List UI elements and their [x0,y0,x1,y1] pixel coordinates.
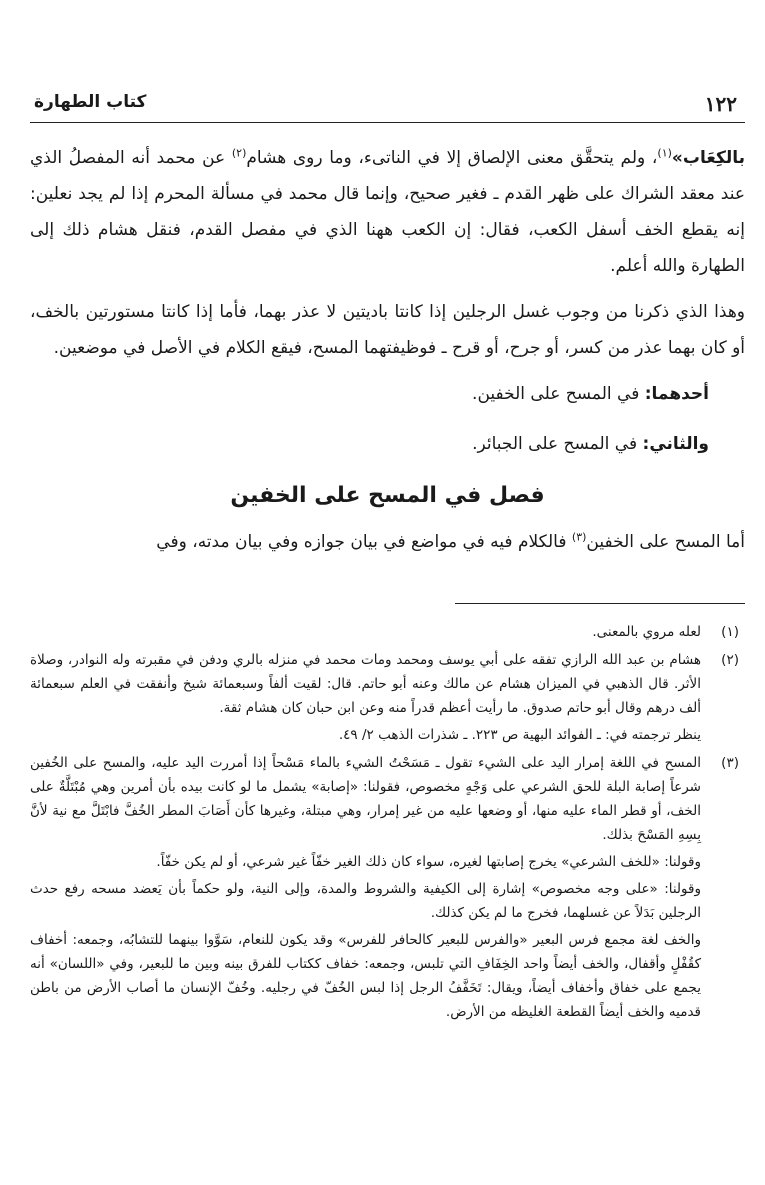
item-text: في المسح على الخفين. [472,384,645,404]
footnote-number: (١) [721,624,739,640]
item-label: أحدهما: [644,384,709,404]
footnote-text: هشام بن عبد الله الرازي تفقه على أبي يوسف ومحمد ومات محمد في منزله بالري ودفن في مقبرته وله النوادر، وصلاة الأثر. قال الذهبي في الميزان هشام عن مالك وعنه أبو حاتم. قال: لقيت ألفاً وسبعمائة شيخ وأنفقت في العلم سبعمائة ألف درهم وقال أبو حاتم صدوق. ما رأيت أعظم قدراً منه وعن ابن حبان كان هشام ثقة. [30,652,701,716]
list-item [30,426,745,462]
footnote-reference: ينظر ترجمته في: ـ الفوائد البهية ص ٢٢٣. ـ شذرات الذهب ٢/ ٤٩. [338,727,701,743]
paragraph: وهذا الذي ذكرنا من وجوب غسل الرجلين إذا كانتا باديتين لا عذر بهما، فأما إذا كانتا مستورتين بالخف، أو كان بهما عذر من كسر، أو جرح، أو قرح ـ فوظيفتهما المسح، فيقع الكلام في الأصل في موضعين. [30,302,745,358]
footnote-ref: (١) [657,146,672,160]
paragraph [30,140,745,284]
footnote-text: والخف لغة مجمع فرس البعير «والفرس للبعير كالحافر للفرس» وقد يكون للنعام، سَوَّوا بينهما للتشابُه، وجمعه: أخفاف كقُفْلٍ وأقفال، والخف أيضاً واحد الخِفَافِ التي تلبس، وجمعه: خفاف ككتاب للفرق بينه وبين ما للبعير، وفي «اللسان» أنه يجمع على خفاق وأخفاف أيضاً، ويقال: تَخَفَّفُ الرجل إذا لبس الخُفّ في رجليه. وخُفّ الإنسان ما أصاب الأرض من باطن قدميه والخف أيضاً القطعة الغليظه من الأرض. [30,932,701,1020]
page-number: ١٢٢ [704,92,737,116]
paragraph-text: عن محمد أنه المفصلُ الذي عند معقد الشراك على ظهر القدم ـ فغير صحيح، وإنما قال محمد في مسألة المحرم إذا لم يجد نعلين: إنه يقطع الخف أسفل الكعب، فقال: إن الكعب ههنا الذي في مفصل القدم، فنقل هشام ذلك إلى الطهارة والله أعلم. [30,148,745,276]
item-label: والثاني: [642,434,709,454]
book-page [30,0,745,1185]
footnote-number: (٢) [721,652,739,668]
footnote [30,751,745,1024]
footnotes [30,620,745,1028]
book-title: كتاب الطهارة [34,92,147,112]
paragraph [30,524,745,560]
footnote-text: وقولنا: «على وجه مخصوص» إشارة إلى الكيفية والشروط والمدة، وإلى النية، ولو حكماً بأن يَعضد مسحه رفع حدث الرجلين بَدَلاً عن غسلهما، فخرج ما لم يكن كذلك. [30,881,701,921]
section-title: فصل في المسح على الخفين [230,483,545,508]
footnote [30,620,745,644]
paragraph-text: فالكلام فيه في مواضع في بيان جوازه وفي بيان مدته، وفي [156,532,572,552]
paragraph-text: أما المسح على الخفين [586,532,745,552]
footnote-text: المسح في اللغة إمرار اليد على الشيء تقول ـ مَسَحْتُ الشيء بالماء مَسْحاً إذا أمررت اليد عليه، والمسح على الخُفين شرعاً إصابة البلة للحق الشرعي على وَجْهٍ مخصوص، فقولنا: «إصابة» يشمل ما لو كانت بيده بأن أمرين وهي مُبْتَلَّةٌ على الخف، أو قطر الماء عليه منها، أو وضعها عليه من غير إمرار، وهي مبتلة، وغيرها كأن أَصَابَ المطر الخُفَّ فابْتَلَّ مع نية لأنَّ بِسِهِ المَسْحَ بذلك. [30,755,701,843]
footnote-text: وقولنا: «للخف الشرعي» يخرج إصابتها لغيره، سواء كان ذلك الغير خفّاً غير شرعي، أو لم يكن خفّاً. [156,854,701,870]
item-text: في المسح على الجبائر. [472,434,643,454]
footnote [30,648,745,747]
running-header [30,88,745,123]
paragraph-lead: بالكِعَاب» [671,148,745,168]
footnote-ref: (٣) [571,530,587,544]
footnote-text: لعله مروي بالمعنى. [592,624,701,640]
list-item [30,376,745,412]
footnote-ref: (٢) [231,146,247,160]
footnote-divider [455,603,745,604]
main-text [30,140,745,570]
paragraph-text: ، ولم يتحقَّق معنى الإلصاق إلا في الناتىء، وما روى هشام [246,148,658,168]
footnote-number: (٣) [721,755,739,771]
